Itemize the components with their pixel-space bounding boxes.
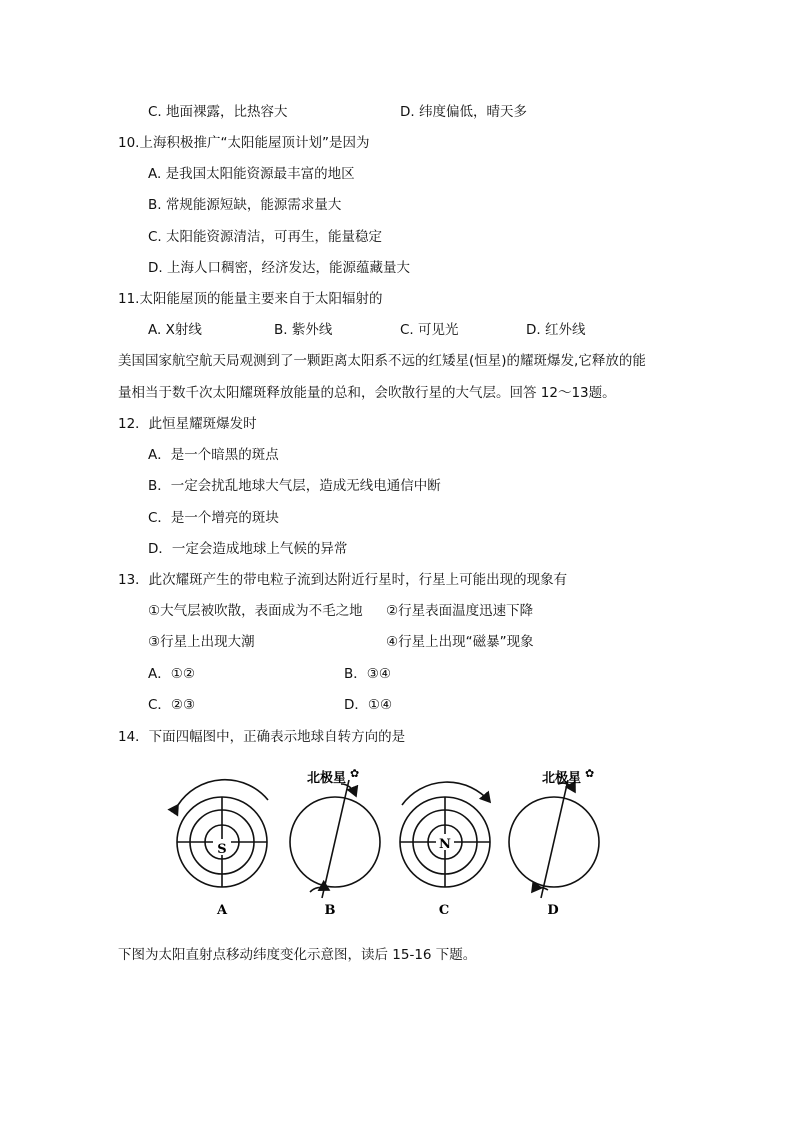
pole-label-s: S xyxy=(217,842,227,857)
q9-option-c: C. 地面裸露，比热容大 xyxy=(148,104,288,120)
q11-option-c: C. 可见光 xyxy=(400,322,459,338)
rotation-arrow-d-bottom xyxy=(532,887,548,892)
polaris-label-b: 北极星 xyxy=(307,771,347,786)
q12-option-d: D．一定会造成地球上气候的异常 xyxy=(148,541,348,557)
q10-option-b: B. 常规能源短缺，能源需求量大 xyxy=(148,197,342,213)
diagram-a xyxy=(177,780,268,887)
q10-stem: 10.上海积极推广“太阳能屋顶计划”是因为 xyxy=(118,135,370,151)
q10-option-d: D. 上海人口稠密，经济发达，能源蕴藏量大 xyxy=(148,260,410,276)
q9-option-d: D. 纬度偏低，晴天多 xyxy=(400,104,527,120)
rotation-arrow-a xyxy=(178,780,268,805)
rotation-arrow-c xyxy=(402,782,490,805)
passage-line-2: 量相当于数千次太阳耀斑释放能量的总和，会吹散行星的大气层。回答 12～13题。 xyxy=(118,385,616,401)
q13-statement-3: ③行星上出现大潮 xyxy=(148,634,255,650)
q13-statement-2: ②行星表面温度迅速下降 xyxy=(386,603,534,619)
q13-statement-1: ①大气层被吹散，表面成为不毛之地 xyxy=(148,603,363,619)
passage-line-1: 美国国家航空航天局观测到了一颗距离太阳系不远的红矮星(恒星)的耀斑爆发,它释放的能 xyxy=(118,353,646,369)
q10-option-c: C. 太阳能资源清洁，可再生，能量稳定 xyxy=(148,229,383,245)
star-icon: ✿ xyxy=(350,767,360,780)
q13-stem: 13．此次耀斑产生的带电粒子流到达附近行星时，行星上可能出现的现象有 xyxy=(118,572,568,588)
q13-option-b: B．③④ xyxy=(344,666,391,682)
pole-label-n: N xyxy=(439,837,451,852)
q12-option-c: C．是一个增亮的斑块 xyxy=(148,510,279,526)
q10-option-a: A. 是我国太阳能资源最丰富的地区 xyxy=(148,166,355,182)
q11-option-b: B. 紫外线 xyxy=(274,322,333,338)
q13-statement-4: ④行星上出现“磁暴”现象 xyxy=(386,634,534,650)
rotation-arrow-b-bottom xyxy=(310,887,329,892)
figure-label-a: A xyxy=(216,903,228,918)
polaris-label-d: 北极星 xyxy=(542,771,582,786)
q13-option-a: A．①② xyxy=(148,666,195,682)
q12-option-a: A．是一个暗黑的斑点 xyxy=(148,447,279,463)
q13-option-c: C．②③ xyxy=(148,697,196,713)
q11-option-d: D. 红外线 xyxy=(526,322,586,338)
diagram-b xyxy=(290,780,380,898)
diagram-d xyxy=(509,780,599,898)
star-icon: ✿ xyxy=(585,767,595,780)
q12-stem: 12．此恒星耀斑爆发时 xyxy=(118,416,257,432)
q13-option-d: D．①④ xyxy=(344,697,393,713)
q11-option-a: A. X射线 xyxy=(148,322,202,338)
q11-stem: 11.太阳能屋顶的能量主要来自于太阳辐射的 xyxy=(118,291,383,307)
figure-label-b: B xyxy=(324,903,336,918)
earth-rotation-figure xyxy=(160,760,620,920)
q14-stem: 14．下面四幅图中，正确表示地球自转方向的是 xyxy=(118,729,406,745)
figure-label-c: C xyxy=(438,903,450,918)
q12-option-b: B．一定会扰乱地球大气层，造成无线电通信中断 xyxy=(148,478,441,494)
q15-16-intro: 下图为太阳直射点移动纬度变化示意图，读后 15-16 下题。 xyxy=(118,947,477,963)
figure-label-d: D xyxy=(547,903,559,918)
